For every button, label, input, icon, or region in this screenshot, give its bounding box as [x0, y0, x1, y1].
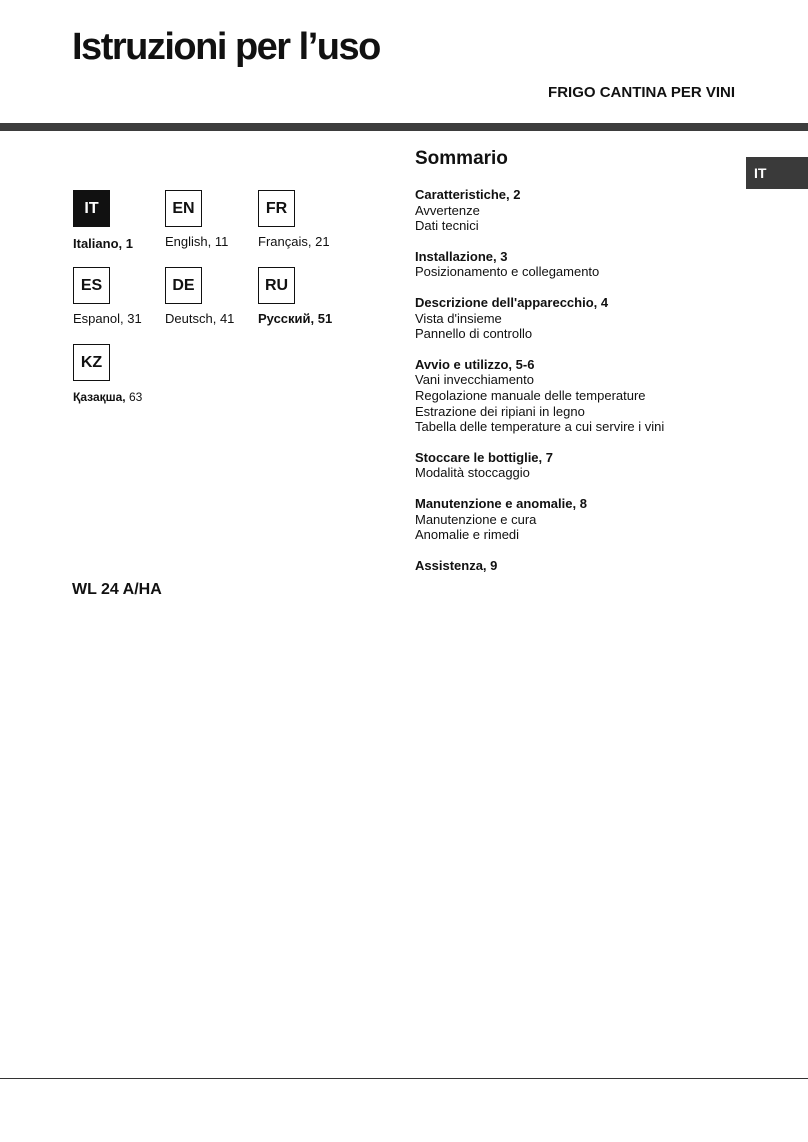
language-page: 31	[127, 311, 142, 326]
toc-item[interactable]: Dati tecnici	[415, 218, 479, 234]
toc-heading[interactable]: Stoccare le bottiglie, 7	[415, 449, 553, 465]
language-code-box: RU	[258, 267, 295, 304]
toc-heading[interactable]: Descrizione dell'apparecchio, 4	[415, 294, 609, 310]
language-name: Қазақша,	[73, 390, 126, 404]
language-label	[258, 234, 350, 249]
language-page: 63	[128, 390, 143, 404]
language-page: 51	[317, 311, 333, 326]
language-name: Français,	[258, 234, 312, 249]
model-number: WL 24 A/HA	[72, 581, 162, 598]
toc-item[interactable]: Pannello di controllo	[415, 326, 533, 342]
document-title: Istruzioni per l’uso	[72, 26, 380, 68]
language-name: English,	[165, 234, 212, 249]
language-entry-es[interactable]	[73, 267, 165, 326]
toc-section	[415, 496, 745, 543]
language-page: 41	[219, 311, 235, 326]
toc-item[interactable]: Manutenzione e cura	[415, 511, 537, 527]
language-code-box: IT	[73, 190, 110, 227]
language-code-box: ES	[73, 267, 110, 304]
toc-heading[interactable]: Avvio e utilizzo, 5-6	[415, 356, 535, 372]
toc-heading[interactable]: Caratteristiche, 2	[415, 187, 521, 202]
language-entry-it[interactable]	[73, 190, 165, 251]
product-subtitle: FRIGO CANTINA PER VINI	[548, 84, 735, 101]
toc-item[interactable]: Avvertenze	[415, 202, 480, 218]
toc-section	[415, 357, 745, 435]
toc-item[interactable]: Anomalie e rimedi	[415, 527, 520, 543]
toc-heading[interactable]: Installazione, 3	[415, 248, 508, 264]
toc-item[interactable]: Modalità stoccaggio	[415, 465, 530, 481]
language-entry-de[interactable]	[165, 267, 257, 326]
language-label	[73, 311, 165, 326]
language-name: Deutsch,	[165, 311, 217, 326]
table-of-contents	[415, 148, 745, 588]
toc-heading[interactable]: Assistenza, 9	[415, 557, 498, 573]
language-code-box: DE	[165, 267, 202, 304]
language-label	[73, 390, 165, 404]
language-name: Espanol,	[73, 311, 124, 326]
language-label	[73, 236, 165, 251]
language-label	[165, 234, 257, 249]
toc-item[interactable]: Vani invecchiamento	[415, 372, 534, 388]
language-label	[165, 311, 257, 326]
toc-section	[415, 558, 745, 574]
footer-divider	[0, 1078, 808, 1079]
language-entry-fr[interactable]	[258, 190, 350, 249]
language-label	[258, 311, 350, 326]
toc-section	[415, 295, 745, 342]
language-code-box: KZ	[73, 344, 110, 381]
toc-heading[interactable]: Manutenzione e anomalie, 8	[415, 495, 587, 511]
language-name: Русский,	[258, 311, 315, 326]
toc-item[interactable]: Regolazione manuale delle temperature	[415, 387, 646, 403]
toc-item[interactable]: Posizionamento e collegamento	[415, 264, 600, 280]
language-name: Italiano,	[73, 236, 123, 251]
language-entry-kz[interactable]	[73, 344, 165, 404]
toc-item[interactable]: Estrazione dei ripiani in legno	[415, 403, 585, 419]
language-code-box: EN	[165, 190, 202, 227]
toc-section	[415, 187, 745, 234]
toc-title: Sommario	[415, 148, 508, 169]
toc-item[interactable]: Vista d'insieme	[415, 310, 502, 326]
toc-section	[415, 450, 745, 481]
header-divider	[0, 123, 808, 131]
language-page: 11	[214, 234, 229, 249]
language-page: 1	[125, 236, 133, 251]
language-side-tab: IT	[746, 157, 808, 189]
language-code-box: FR	[258, 190, 295, 227]
language-page: 21	[315, 234, 330, 249]
language-entry-ru[interactable]	[258, 267, 350, 326]
toc-item[interactable]: Tabella delle temperature a cui servire i vini	[415, 419, 665, 435]
toc-section	[415, 249, 745, 280]
language-entry-en[interactable]	[165, 190, 257, 249]
